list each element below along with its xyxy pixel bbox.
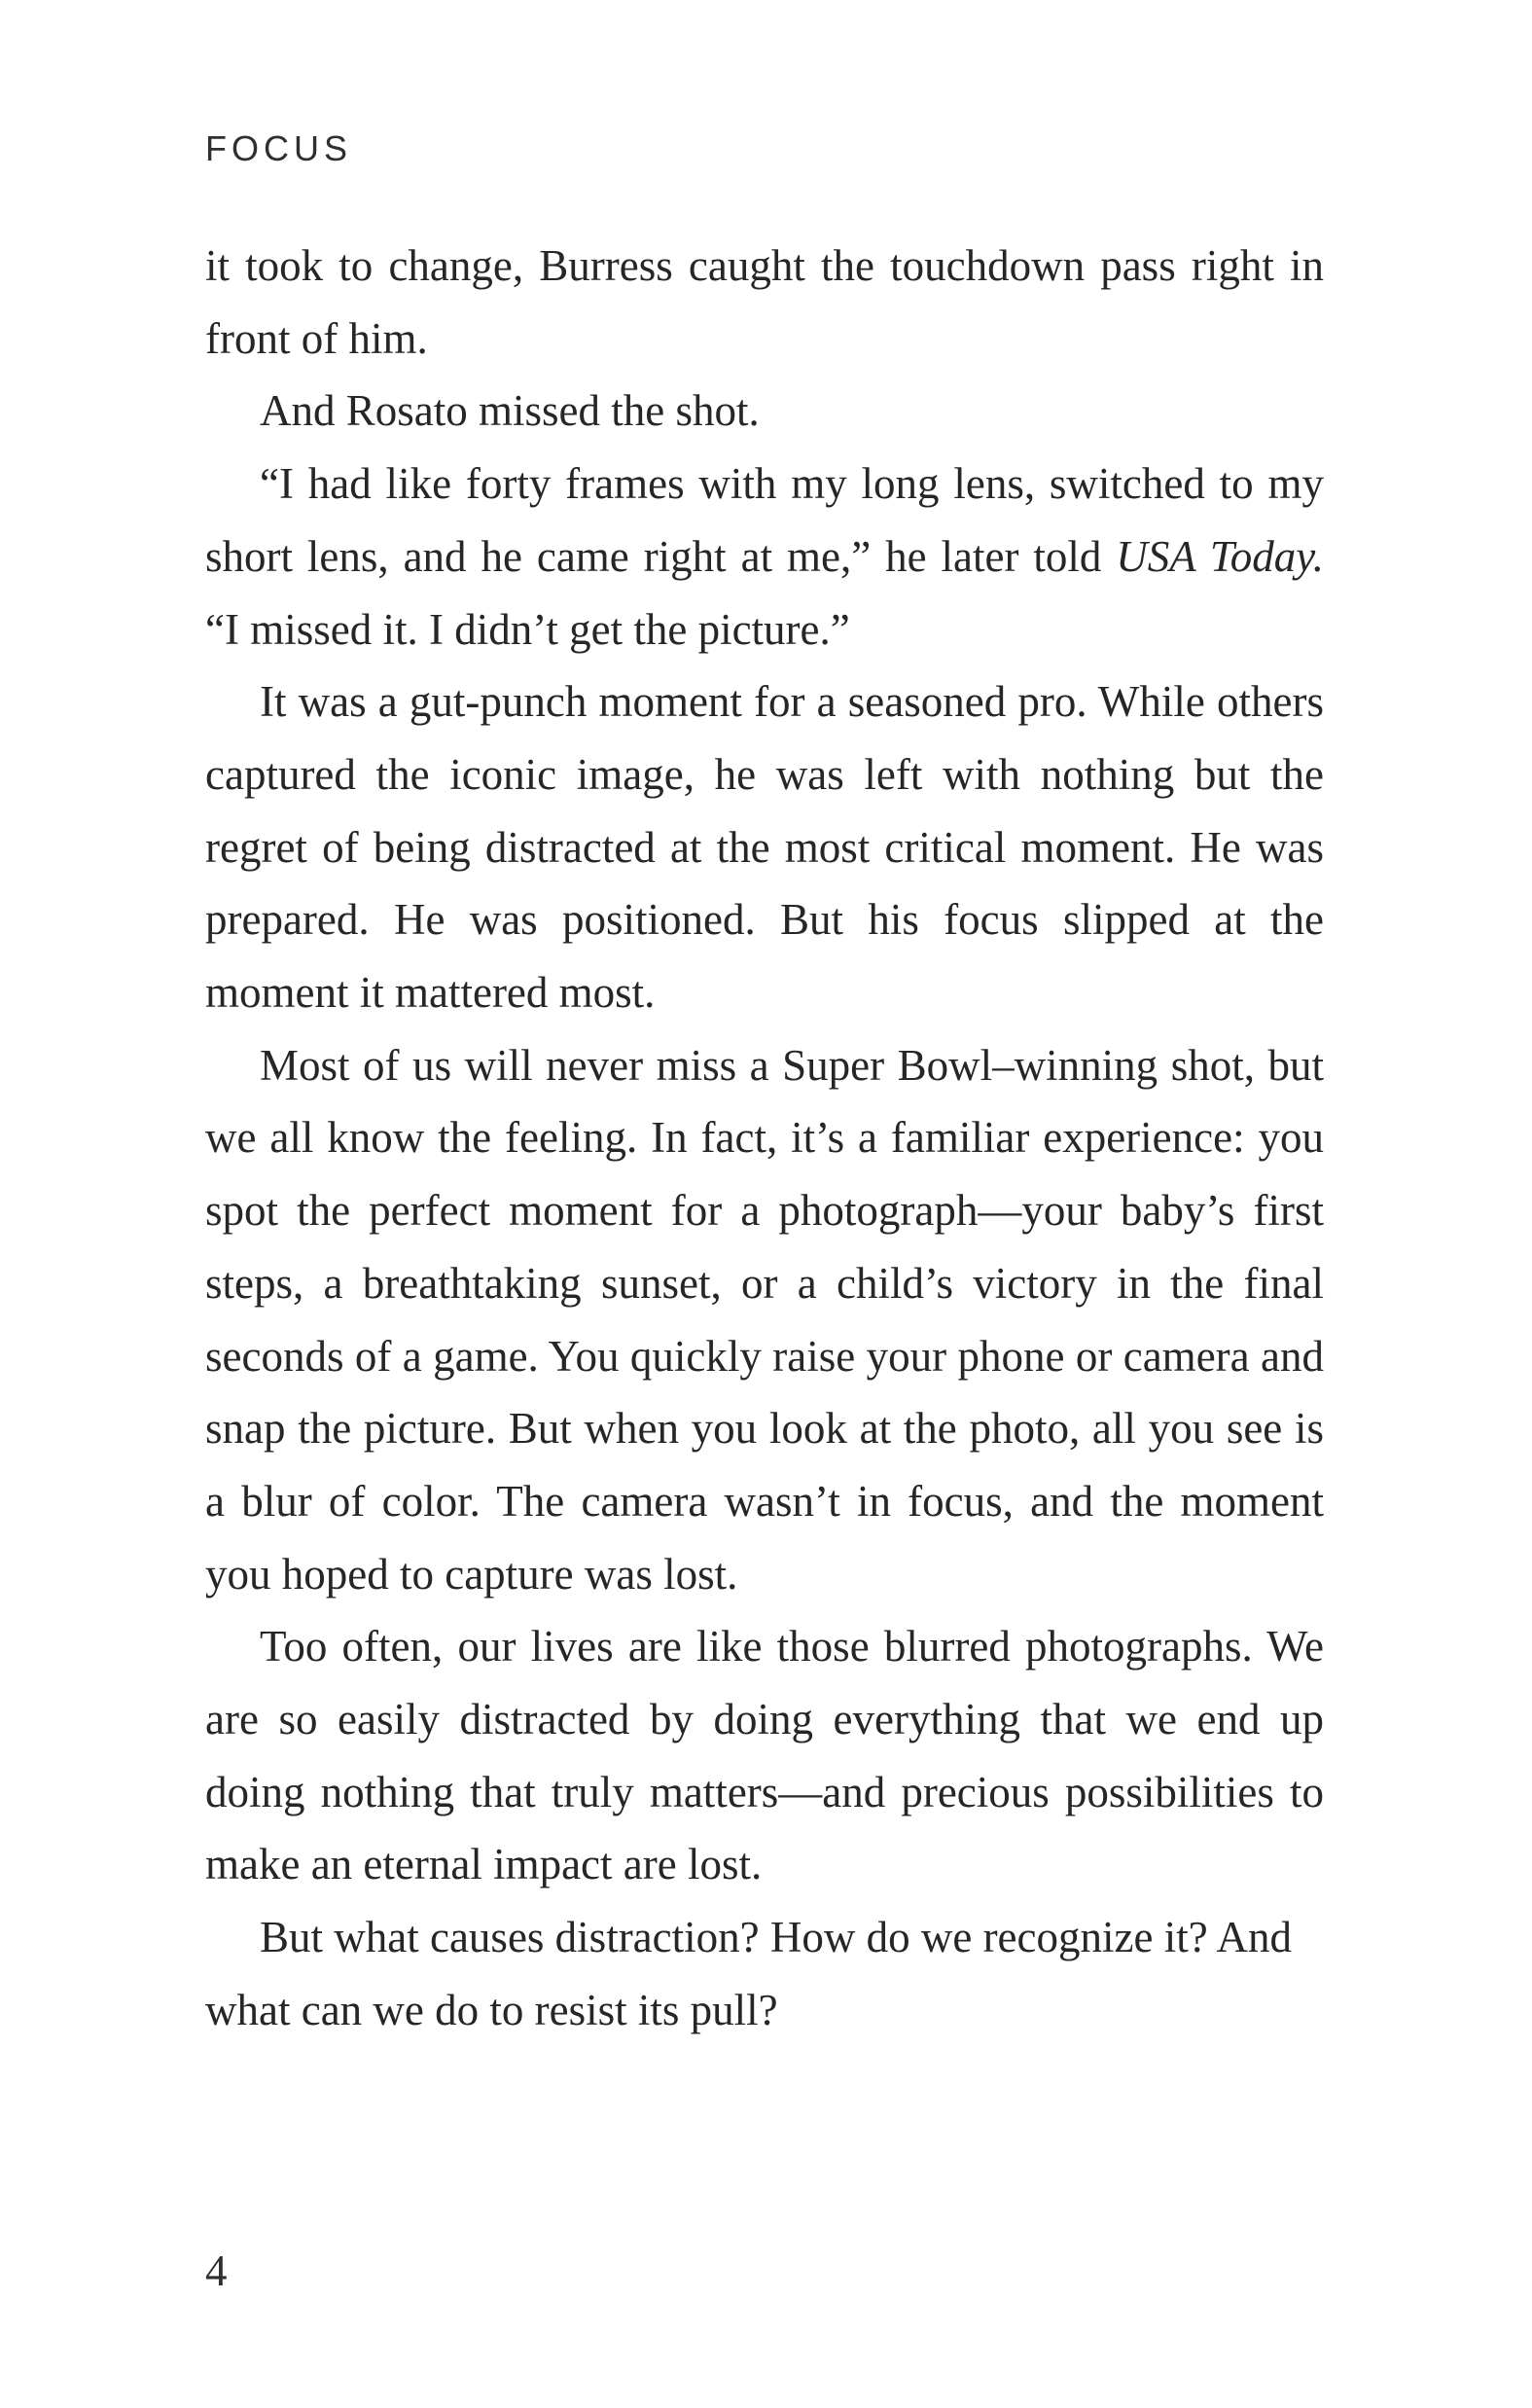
paragraph-5: Most of us will never miss a Super Bowl–winning shot, but we all know the feeling. In fact, it’s a familiar experience: you spot the perfect moment for a photograph—your baby’s first steps, a breathtaking sunset, or a child’s victory in the final seconds of a game. You quickly raise your phone or camera and snap the picture. But when you look at the photo, all you see is a blur of color. The camera wasn’t in focus, and the moment you hoped to capture was lost. <box>205 1040 1324 1599</box>
paragraph-1: it took to change, Burress caught the touchdown pass right in front of him. <box>205 241 1324 363</box>
running-head: FOCUS <box>205 128 352 168</box>
paragraph-3 <box>205 448 1324 665</box>
paragraph-2: And Rosato missed the shot. <box>260 386 760 436</box>
body-text <box>205 230 1324 2047</box>
paragraph-3-text-start: “I had like forty frames with my long lens, switched to my short lens, and he came right at me,” he later told <box>205 459 1324 581</box>
publication-title: USA Today. <box>1116 531 1325 581</box>
paragraph-4: It was a gut-punch moment for a seasoned pro. While others captured the iconic image, he was left with nothing but the regret of being distracted at the most critical moment. He was prepared. He was positioned. But his focus slipped at the moment it mattered most. <box>205 677 1324 1018</box>
paragraph-7: But what causes distraction? How do we recognize it? And what can we do to resist its pull? <box>205 1913 1292 2034</box>
paragraph-6: Too often, our lives are like those blurred photographs. We are so easily distracted by doing everything that we end up doing nothing that truly matters—and precious possibilities to make an eternal impact are lost. <box>205 1622 1324 1889</box>
page-number: 4 <box>205 2246 228 2295</box>
paragraph-3-text-end: “I missed it. I didn’t get the picture.” <box>205 604 850 654</box>
